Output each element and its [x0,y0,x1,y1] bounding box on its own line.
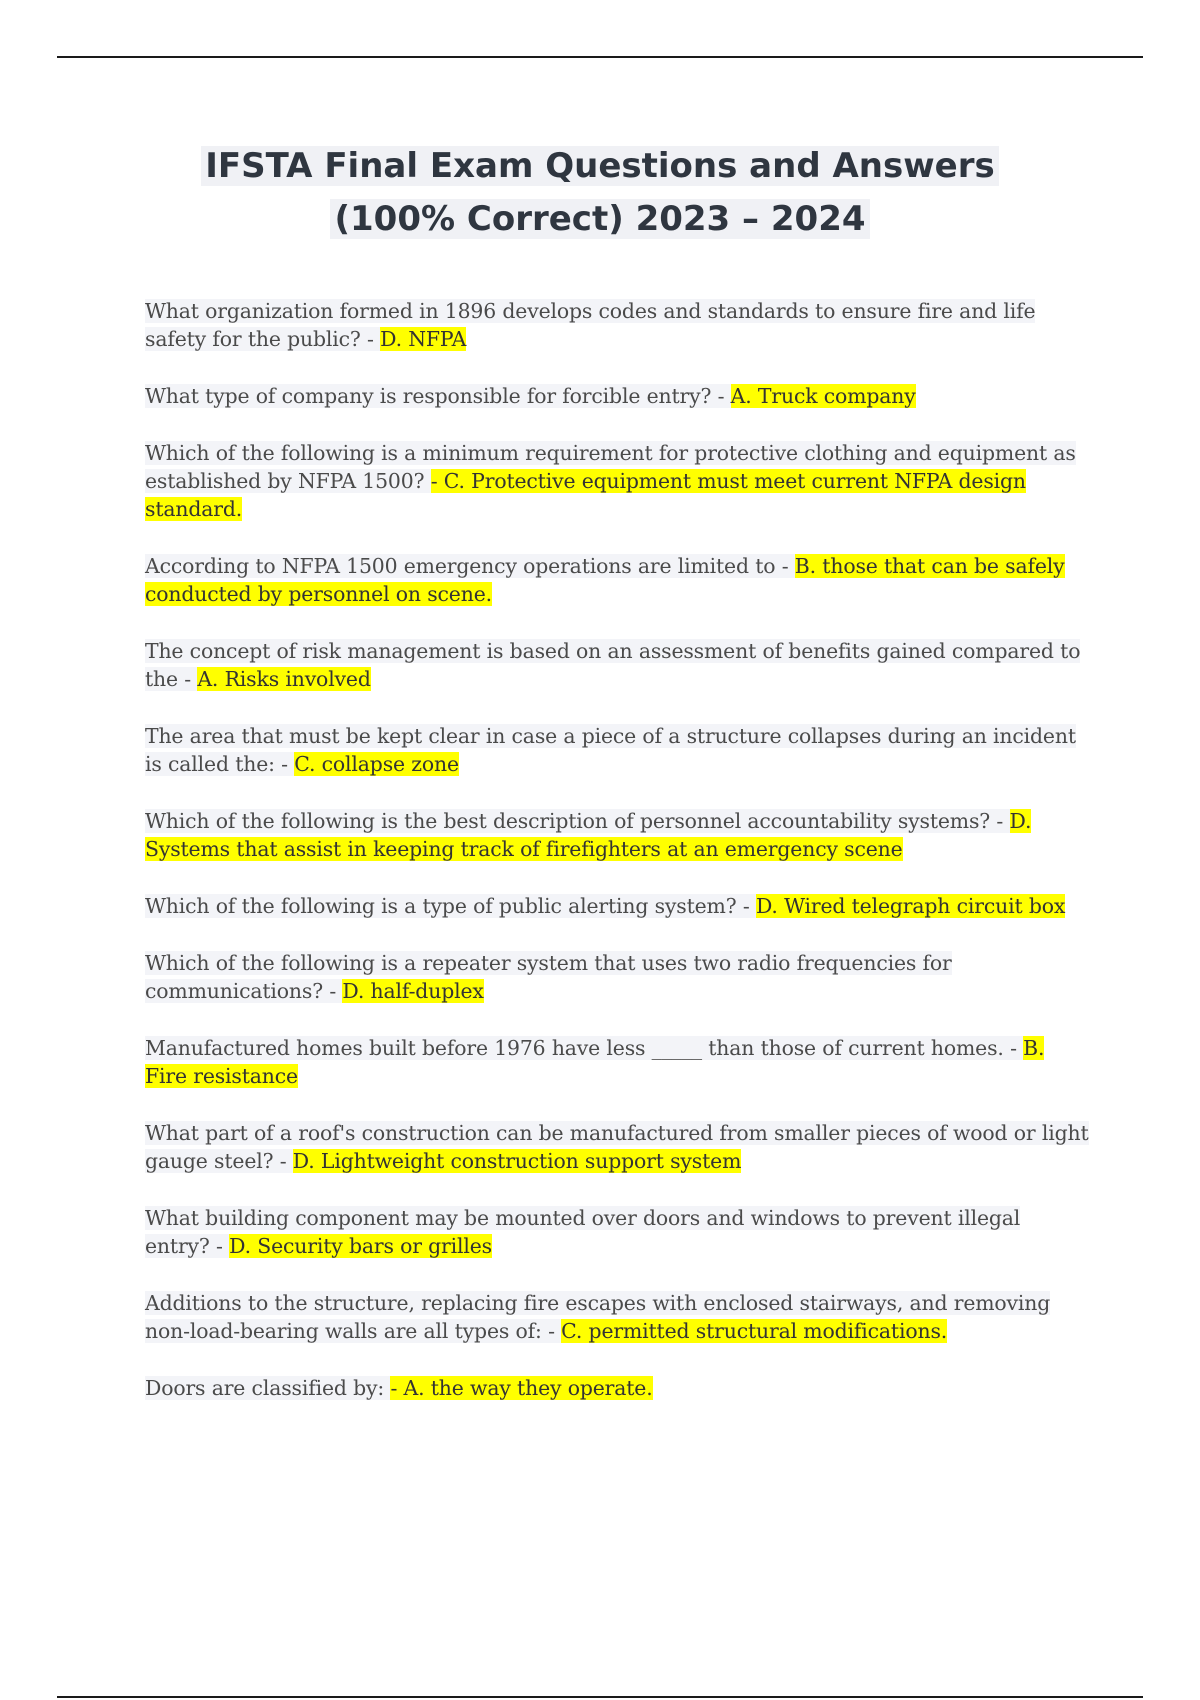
question-text: The area that must be kept clear in case a piece of a structure collapses during an incident is called the: - [145,724,1076,776]
question-text: Which of the following is the best description of personnel accountability systems? - [145,809,1010,833]
qa-item [145,722,1091,778]
document-title [0,140,1200,246]
qa-item [145,439,1091,523]
qa-item [145,1289,1091,1345]
question-text: What type of company is responsible for forcible entry? - [145,384,731,408]
answer-highlight: D. Wired telegraph circuit box [755,894,1066,918]
qa-item [145,382,1091,410]
question-text: Doors are classified by: [145,1376,391,1400]
answer-highlight: B. those that can be safely conducted by personnel on scene. [145,554,1065,606]
answer-highlight: A. Truck company [730,384,916,408]
qa-item [145,807,1091,863]
answer-highlight: C. permitted structural modifications. [561,1319,948,1343]
question-text: What organization formed in 1896 develops codes and standards to ensure fire and life safety for the public? - [145,299,1036,351]
answer-highlight: D. Systems that assist in keeping track of firefighters at an emergency scene [145,809,1032,861]
question-text: What part of a roof's construction can be manufactured from smaller pieces of wood or light gauge steel? - [145,1121,1089,1173]
qa-item [145,1119,1091,1175]
title-line-1: IFSTA Final Exam Questions and Answers [201,146,998,186]
qa-list [145,297,1091,1431]
question-text: Additions to the structure, replacing fire escapes with enclosed stairways, and removing non-load-bearing walls are all types of: - [145,1291,1051,1343]
qa-item [145,637,1091,693]
qa-item [145,1374,1091,1402]
question-text: The concept of risk management is based on an assessment of benefits gained compared to the - [145,639,1081,691]
question-text: What building component may be mounted over doors and windows to prevent illegal entry? - [145,1206,1021,1258]
answer-highlight: D. NFPA [380,327,467,351]
qa-item [145,892,1091,920]
answer-highlight: D. Security bars or grilles [229,1234,492,1258]
question-text: Which of the following is a type of public alerting system? - [145,894,756,918]
answer-highlight: A. Risks involved [197,667,371,691]
answer-highlight: D. Lightweight construction support system [292,1149,742,1173]
bottom-rule [57,1696,1143,1698]
title-line-2: (100% Correct) 2023 – 2024 [330,199,869,239]
answer-highlight: - C. Protective equipment must meet current NFPA design standard. [145,469,1026,521]
question-text: Which of the following is a minimum requirement for protective clothing and equipment as established by NFPA 1500? [145,441,1076,493]
answer-highlight: B. Fire resistance [145,1036,1045,1088]
answer-highlight: D. half-duplex [342,979,484,1003]
top-rule [57,56,1143,58]
answer-highlight: C. collapse zone [294,752,459,776]
question-text: Which of the following is a repeater system that uses two radio frequencies for communications? - [145,951,952,1003]
question-text: Manufactured homes built before 1976 have less _____ than those of current homes. - [145,1036,1024,1060]
question-text: According to NFPA 1500 emergency operations are limited to - [145,554,795,578]
answer-highlight: - A. the way they operate. [390,1376,653,1400]
qa-item [145,297,1091,353]
qa-item [145,1204,1091,1260]
qa-item [145,1034,1091,1090]
qa-item [145,552,1091,608]
qa-item [145,949,1091,1005]
